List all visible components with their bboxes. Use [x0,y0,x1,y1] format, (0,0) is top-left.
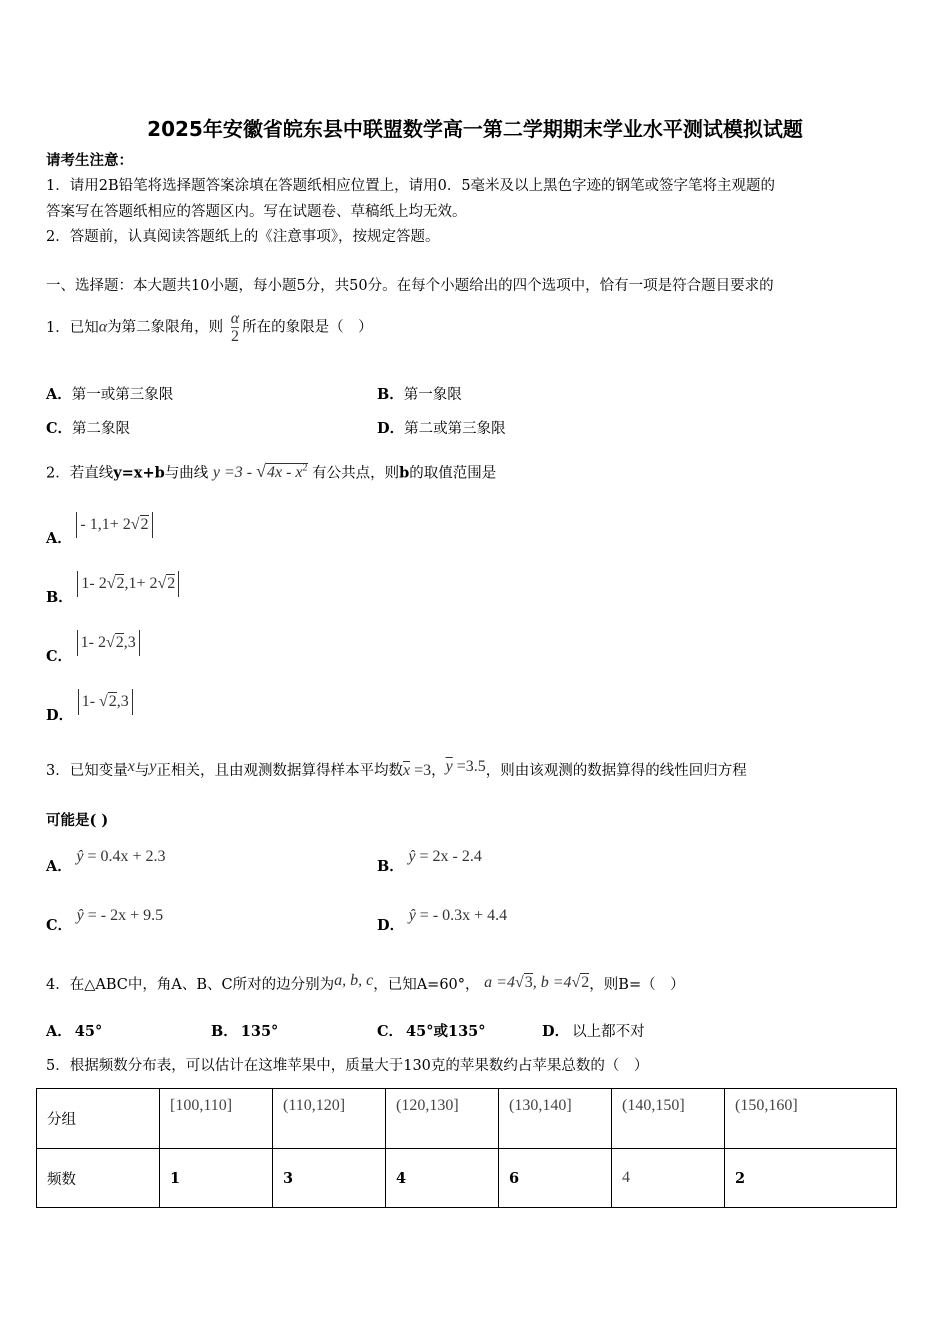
q1-frac-den: 2 [230,328,239,345]
page-title: 2025年安徽省皖东县中联盟数学高一第二学期期末学业水平测试模拟试题 [147,117,803,141]
q1-pre: 1．已知 [46,319,99,336]
math-rad: 2 [115,634,124,651]
option-label: C． [377,1023,404,1040]
option-math: 1- √2,3 [78,689,133,715]
table-row [37,1089,897,1149]
notice-line-1: 1．请用2B铅笔将选择题答案涂填在答题纸相应位置上，请用0．5毫米及以上黑色字迹的钢笔或签字笔将主观题的 [46,178,776,194]
option-math: - 1,1+ 2√2 [76,512,152,538]
option-text: 135° [240,1023,279,1040]
q2-line-eq: y=x+b [113,464,165,482]
option-label: A． [46,386,72,403]
count: 4 [396,1169,407,1187]
q3-post: ，则由该观测的数据算得的线性回归方程 [485,763,747,779]
notice-heading: 请考生注意： [46,152,133,169]
section-heading: 一、选择题：本大题共10小题，每小题5分，共50分。在每个小题给出的四个选项中，恰有一项是符合题目要求的 [46,278,774,294]
q4-eq-a: a =4 [484,974,515,991]
q2-option-c[interactable] [46,630,140,666]
count: 6 [509,1169,520,1187]
q1-alpha: α [98,318,108,336]
option-label: B． [211,1023,238,1040]
q4-mid: ，已知A=60°， [373,977,480,993]
option-label: A． [46,1023,72,1040]
table-cell [273,1149,386,1208]
option-label: C． [46,648,73,665]
math-left: 1- 2 [80,634,106,651]
q2-curve-a: y =3 - [212,464,257,482]
q2-post1: 有公共点，则 [312,465,400,482]
q4-option-a[interactable] [46,1023,102,1041]
q2-option-a[interactable] [46,512,153,548]
option-text: 第二象限 [72,421,131,437]
interval: (120,130] [396,1097,459,1114]
q4-post: ，则B=（ ） [589,977,685,993]
table-cell [725,1149,897,1208]
q3-option-b[interactable] [377,848,482,876]
option-label: D． [542,1023,570,1040]
q2-mid: 与曲线 [164,465,209,482]
q2-pre: 2．若直线 [46,465,114,482]
q4-rad-a: 3 [524,974,533,991]
q3-x: x [127,758,135,775]
q1-option-a[interactable] [46,386,173,404]
q1-option-c[interactable] [46,420,130,438]
question-2 [46,460,496,482]
math-right: ,3 [123,634,136,651]
count: 4 [622,1169,630,1186]
table-cell [386,1149,499,1208]
interval: (110,120] [283,1097,346,1114]
interval: [100,110] [170,1097,233,1114]
q1-option-b[interactable] [377,386,462,404]
math-rad-2: 2 [167,575,176,592]
q2-post2: 的取值范围是 [409,465,497,482]
q4-option-d[interactable] [542,1023,645,1041]
q3-y: y [149,758,157,775]
option-text: 第二或第三象限 [404,421,506,437]
q4-equation: a =4√3, b =4√2 [484,974,590,991]
q3-xbar: $\overline{x}$ [402,762,411,779]
option-label: D． [377,420,405,437]
q2-option-d[interactable] [46,689,133,725]
option-label: B． [46,589,73,606]
q4-pre: 4．在△ABC中，角A、B、C所对的边分别为 [46,977,335,993]
count: 2 [735,1169,746,1187]
option-math: 1- 2√2,3 [77,630,140,656]
q3-option-a[interactable] [46,848,166,876]
table-header-cell: 频数 [37,1149,160,1208]
option-eq: = 0.4x + 2.3 [87,848,166,865]
q2-curve-rad: 4x - x [266,464,303,482]
option-label: A． [46,858,72,875]
q1-mid: 为第二象限角，则 [107,319,224,336]
q1-option-d[interactable] [377,420,506,438]
table-row [37,1149,897,1208]
question-5: 5．根据频数分布表，可以估计在这堆苹果中，质量大于130克的苹果数约占苹果总数的（ ） [46,1058,649,1074]
option-label: B． [377,858,404,875]
q1-frac-num: α [230,310,240,327]
math-rad: 2 [116,575,125,592]
notice-line-2: 答案写在答题纸相应的答题区内。写在试题卷、草稿纸上均无效。 [46,204,467,220]
math-rad: 2 [140,516,149,533]
q4-option-c[interactable] [377,1023,486,1041]
q3-xbar-val: =3 [410,762,432,779]
count: 1 [170,1169,181,1187]
option-eq: = - 2x + 9.5 [87,907,164,924]
q2-curve-sup: 2 [302,463,308,474]
q3-ybar: $\overline{y}$ [445,758,453,775]
q2-option-b[interactable] [46,571,179,607]
math-left: 1- 2 [81,575,107,592]
q2-b: b [399,464,410,482]
q3-option-c[interactable] [46,907,163,935]
q4-option-b[interactable] [211,1023,278,1041]
q4-eq-b: , b =4 [532,974,572,991]
table-cell [612,1149,725,1208]
table-cell [725,1089,897,1149]
q3-pre: 3．已知变量 [46,763,128,779]
table-cell [160,1149,273,1208]
q4-sides: a, b, c [334,972,374,989]
q2-radicand [266,463,308,481]
option-label: B． [377,386,404,403]
y-hat: ŷ [76,907,84,924]
table-header-cell: 分组 [37,1089,160,1149]
math-right: ,1+ 2 [124,575,158,592]
table-cell [273,1089,386,1149]
question-4 [46,972,685,994]
option-text: 第一象限 [403,387,462,403]
option-text: 45° [74,1023,103,1040]
notice-line-3: 2．答题前，认真阅读答题纸上的《注意事项》，按规定答题。 [46,229,440,245]
table-cell [499,1149,612,1208]
q3-comma: ， [431,763,446,779]
option-label: A． [46,530,72,547]
question-3 [46,758,747,780]
option-text: 第一或第三象限 [71,387,174,403]
q3-mid: 正相关，且由观测数据算得样本平均数 [156,763,403,779]
option-label: C． [46,420,73,437]
option-text: 45°或135° [406,1023,486,1040]
question-1 [46,310,373,345]
y-hat: ŷ [408,907,416,924]
option-math: 1- 2√2,1+ 2√2 [77,571,179,597]
q2-curve [212,461,308,482]
frequency-table [36,1088,897,1208]
table-cell [499,1089,612,1149]
q4-rad-b: 2 [581,974,590,991]
math-rad: 2 [108,693,117,710]
math-left: 1- [81,693,100,710]
sqrt-sign: √ [256,461,266,482]
interval: (140,150] [622,1097,685,1114]
interval: (130,140] [509,1097,572,1114]
count: 3 [283,1169,294,1187]
option-eq: = - 0.3x + 4.4 [419,907,508,924]
option-label: C． [46,917,73,934]
option-label: D． [46,707,74,724]
table-cell [160,1089,273,1149]
y-hat: ŷ [76,848,84,865]
q3-line-2: 可能是( ) [46,812,109,829]
table-cell [386,1089,499,1149]
math-left: - 1,1+ 2 [80,516,131,533]
y-hat: ŷ [408,848,416,865]
q3-ybar-val: =3.5 [452,758,486,775]
q3-option-d[interactable] [377,907,507,935]
option-label: D． [377,917,405,934]
option-eq: = 2x - 2.4 [419,848,482,865]
option-text: 以上都不对 [572,1024,645,1040]
math-right: ,3 [116,693,129,710]
q3-and: 与 [134,763,150,779]
q1-fraction [231,310,239,345]
interval: (150,160] [735,1097,798,1114]
table-cell [612,1089,725,1149]
q1-post: 所在的象限是（ ） [242,319,373,336]
